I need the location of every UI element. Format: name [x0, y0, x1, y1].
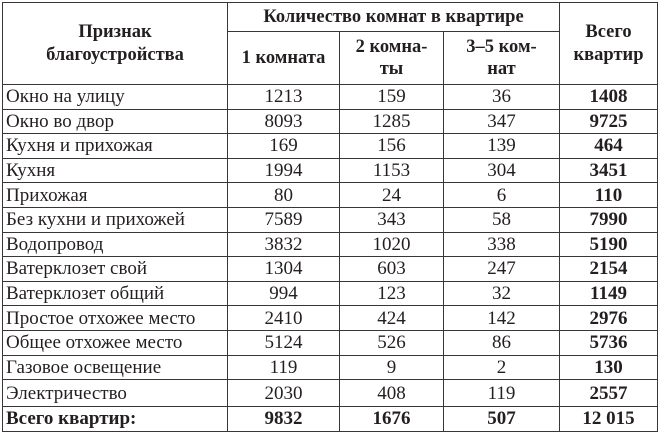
row-label: Электричество: [3, 380, 228, 407]
header-3-5-rooms-line2: нат: [487, 59, 516, 79]
table-row: [3, 281, 658, 306]
table-row: [3, 207, 658, 232]
cell-2-rooms: 603: [340, 257, 444, 282]
cell-2-rooms: 24: [340, 183, 444, 208]
cell-3-5-rooms: 36: [444, 85, 560, 110]
row-label: Кухня и прихожая: [3, 134, 228, 159]
cell-3-5-rooms: 347: [444, 109, 560, 134]
cell-total: 1408: [560, 85, 658, 110]
row-label: Окно во двор: [3, 109, 228, 134]
cell-3-5-rooms: 86: [444, 330, 560, 355]
cell-3-5-rooms: 119: [444, 380, 560, 407]
header-feature: [3, 3, 228, 85]
cell-1-room: 994: [228, 281, 340, 306]
row-label: Без кухни и прихожей: [3, 207, 228, 232]
cell-2-rooms: 526: [340, 330, 444, 355]
header-total-line2: квартир: [573, 44, 644, 65]
cell-total: 110: [560, 183, 658, 208]
cell-2-rooms: 1285: [340, 109, 444, 134]
cell-2-rooms: 424: [340, 306, 444, 331]
header-total: [560, 3, 658, 85]
row-label: Окно на улицу: [3, 85, 228, 110]
cell-total: 5736: [560, 330, 658, 355]
table-row: [3, 306, 658, 331]
header-2-rooms-line1: 2 комна-: [355, 36, 428, 57]
table-row: [3, 355, 658, 380]
cell-1-room: 1304: [228, 257, 340, 282]
header-row-top: [3, 3, 658, 32]
header-2-rooms: [340, 32, 444, 85]
header-1-room: 1 комната: [228, 32, 340, 85]
table-row: [3, 109, 658, 134]
cell-3-5-rooms: 142: [444, 306, 560, 331]
cell-1-room: 3832: [228, 232, 340, 257]
cell-1-room: 1994: [228, 158, 340, 183]
table-row: [3, 158, 658, 183]
row-label: Кухня: [3, 158, 228, 183]
cell-1-room: 8093: [228, 109, 340, 134]
table-row: [3, 183, 658, 208]
table-row: [3, 232, 658, 257]
table-row: [3, 380, 658, 407]
cell-2-rooms: 343: [340, 207, 444, 232]
cell-1-room: 1213: [228, 85, 340, 110]
header-room-count-group: Количество комнат в квартире: [228, 3, 560, 32]
cell-1-room: 7589: [228, 207, 340, 232]
cell-3-5-rooms: 304: [444, 158, 560, 183]
table-row: [3, 134, 658, 159]
cell-2-rooms: 9: [340, 355, 444, 380]
cell-2-rooms: 159: [340, 85, 444, 110]
cell-total: 2154: [560, 257, 658, 282]
cell-total: 7990: [560, 207, 658, 232]
cell-total: 5190: [560, 232, 658, 257]
cell-3-5-rooms: 2: [444, 355, 560, 380]
cell-3-5-rooms: 58: [444, 207, 560, 232]
row-label: Водопровод: [3, 232, 228, 257]
row-label: Прихожая: [3, 183, 228, 208]
cell-total: 1149: [560, 281, 658, 306]
cell-1-room: 5124: [228, 330, 340, 355]
summary-3-5-rooms: 507: [444, 407, 560, 432]
cell-2-rooms: 123: [340, 281, 444, 306]
cell-3-5-rooms: 32: [444, 281, 560, 306]
table-row: [3, 257, 658, 282]
header-feature-label: Признак благоустройства: [46, 22, 184, 65]
cell-1-room: 2030: [228, 380, 340, 407]
row-label: Ватерклозет общий: [3, 281, 228, 306]
cell-total: 3451: [560, 158, 658, 183]
cell-2-rooms: 1020: [340, 232, 444, 257]
summary-label: Всего квартир:: [3, 407, 228, 432]
summary-2-rooms: 1676: [340, 407, 444, 432]
row-label: Ватерклозет свой: [3, 257, 228, 282]
cell-1-room: 169: [228, 134, 340, 159]
table-row: [3, 330, 658, 355]
cell-2-rooms: 156: [340, 134, 444, 159]
cell-total: 9725: [560, 109, 658, 134]
header-total-line1: Всего: [585, 22, 632, 43]
cell-1-room: 2410: [228, 306, 340, 331]
cell-total: 464: [560, 134, 658, 159]
row-label: Простое отхожее место: [3, 306, 228, 331]
cell-1-room: 119: [228, 355, 340, 380]
table-row: [3, 85, 658, 110]
summary-1-room: 9832: [228, 407, 340, 432]
summary-total: 12 015: [560, 407, 658, 432]
cell-2-rooms: 408: [340, 380, 444, 407]
row-label: Газовое освещение: [3, 355, 228, 380]
cell-3-5-rooms: 247: [444, 257, 560, 282]
amenities-table-container: [2, 2, 658, 432]
row-label: Общее отхожее место: [3, 330, 228, 355]
cell-total: 130: [560, 355, 658, 380]
cell-2-rooms: 1153: [340, 158, 444, 183]
cell-3-5-rooms: 139: [444, 134, 560, 159]
amenities-by-room-count-table: [2, 2, 658, 432]
cell-total: 2976: [560, 306, 658, 331]
summary-row: [3, 407, 658, 432]
cell-3-5-rooms: 6: [444, 183, 560, 208]
cell-total: 2557: [560, 380, 658, 407]
cell-1-room: 80: [228, 183, 340, 208]
header-3-5-rooms-line1: 3–5 ком-: [466, 36, 537, 57]
cell-3-5-rooms: 338: [444, 232, 560, 257]
header-3-5-rooms: [444, 32, 560, 85]
header-2-rooms-line2: ты: [379, 59, 404, 79]
